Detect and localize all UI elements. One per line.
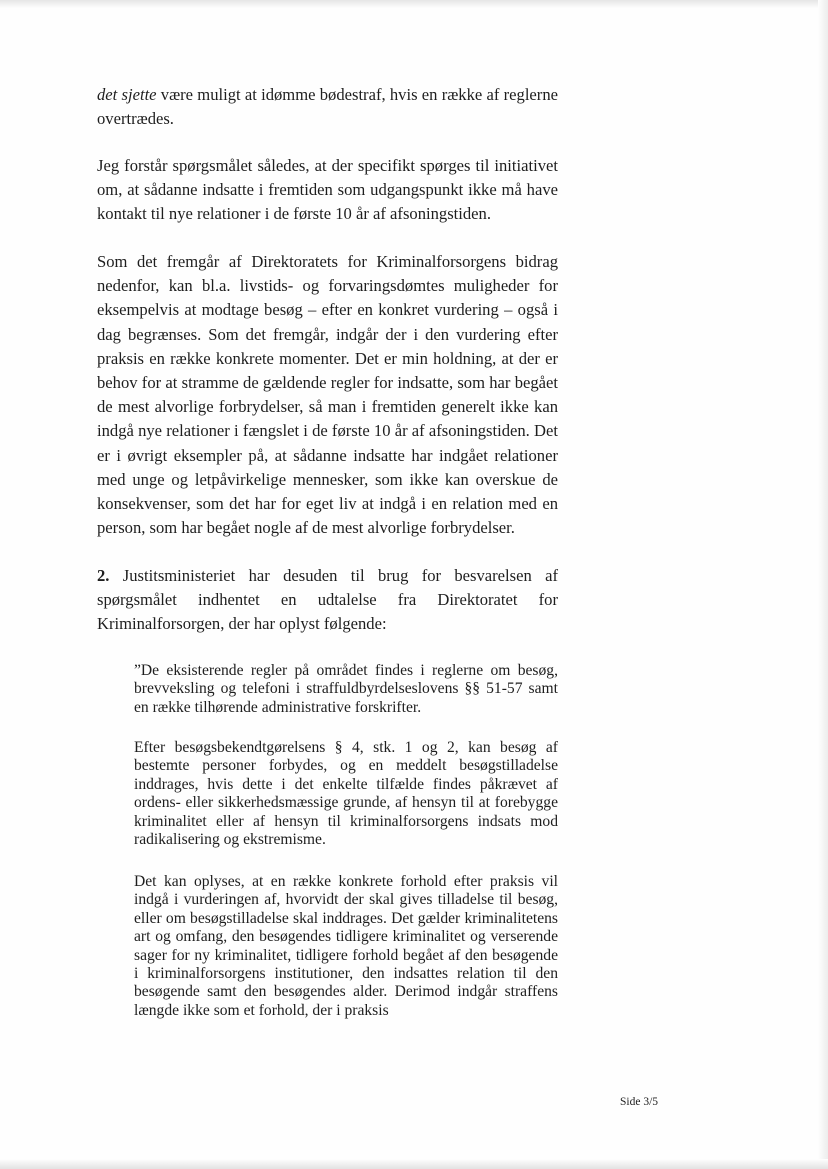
paragraph-directorate-intro [97,564,558,637]
page-number: Side 3/5 [620,1096,659,1108]
section-number: 2. [97,566,110,585]
paragraph-text: være muligt at idømme bødestraf, hvis en række af reglerne overtrædes. [97,85,558,129]
page-top-edge [0,0,828,8]
italic-lead-text: det sjette [97,85,157,104]
quote-paragraph-practice-factors: Det kan oplyses, at en række konkrete forhold efter praksis vil indgå i vurderingen af, hvorvidt der skal gives tilladelse til besøg, eller om besøgstilladelse skal inddrages. Det gælder kriminalitetens art og omfang, den besøgendes tidligere kriminalitet og verserende sager for ny kriminalitet, tidligere forhold begået af den besøgende i kriminalforsorgens institutioner, den indsattes relation til den besøgende samt den besøgendes alder. Derimod indgår straffens længde ikke som et forhold, der i praksis [134,873,558,1019]
page-bottom-edge [0,1159,828,1169]
paragraph-minister-position: Som det fremgår af Direktoratets for Kriminalforsorgens bidrag nedenfor, kan bl.a. livstids- og forvaringsdømtes muligheder for eksempelvis at modtage besøg – efter en konkret vurdering – også i dag begrænses. Som det fremgår, indgår der i den vurdering efter praksis en række konkrete momenter. Det er min holdning, at der er behov for at stramme de gældende regler for indsatte, som har begået de mest alvorlige forbrydelser, så man i fremtiden generelt ikke kan indgå nye relationer i fængslet i de første 10 år af afsoningstiden. Det er i øvrigt eksempler på, at sådanne indsatte har indgået relationer med unge og letpåvirkelige mennesker, som ikke kan overskue de konsekvenser, som det har for eget liv at indgå i en relation med en person, som har begået nogle af de mest alvorlige forbrydelser. [97,252,558,538]
paragraph-continuation [97,83,558,131]
quote-paragraph-existing-rules: ”De eksisterende regler på området findes i reglerne om besøg, brevveksling og telefoni i straffuldbyrdelseslovens §§ 51-57 samt en række tilhørende administrative forskrifter. [134,662,558,716]
quote-paragraph-visit-ban: Efter besøgsbekendtgørelsens § 4, stk. 1 og 2, kan besøg af bestemte personer forbydes, og en meddelt besøgstilladelse inddrages, hvis dette i det enkelte tilfælde findes påkrævet af ordens- eller sikkerhedsmæssige grunde, af hensyn til at forebygge kriminalitet eller af hensyn til kriminalforsorgens indsats mod radikalisering og ekstremisme. [134,739,558,849]
paragraph-text: Justitsministeriet har desuden til brug for besvarelsen af spørgsmålet indhentet en udtalelse fra Direktoratet for Kriminalforsorgen, der har oplyst følgende: [97,566,558,634]
page-right-edge [818,0,828,1169]
paragraph-question-understanding: Jeg forstår spørgsmålet således, at der specifikt spørges til initiativet om, at sådanne indsatte i fremtiden som udgangspunkt ikke må have kontakt til nye relationer i de første 10 år af afsoningstiden. [97,156,558,224]
